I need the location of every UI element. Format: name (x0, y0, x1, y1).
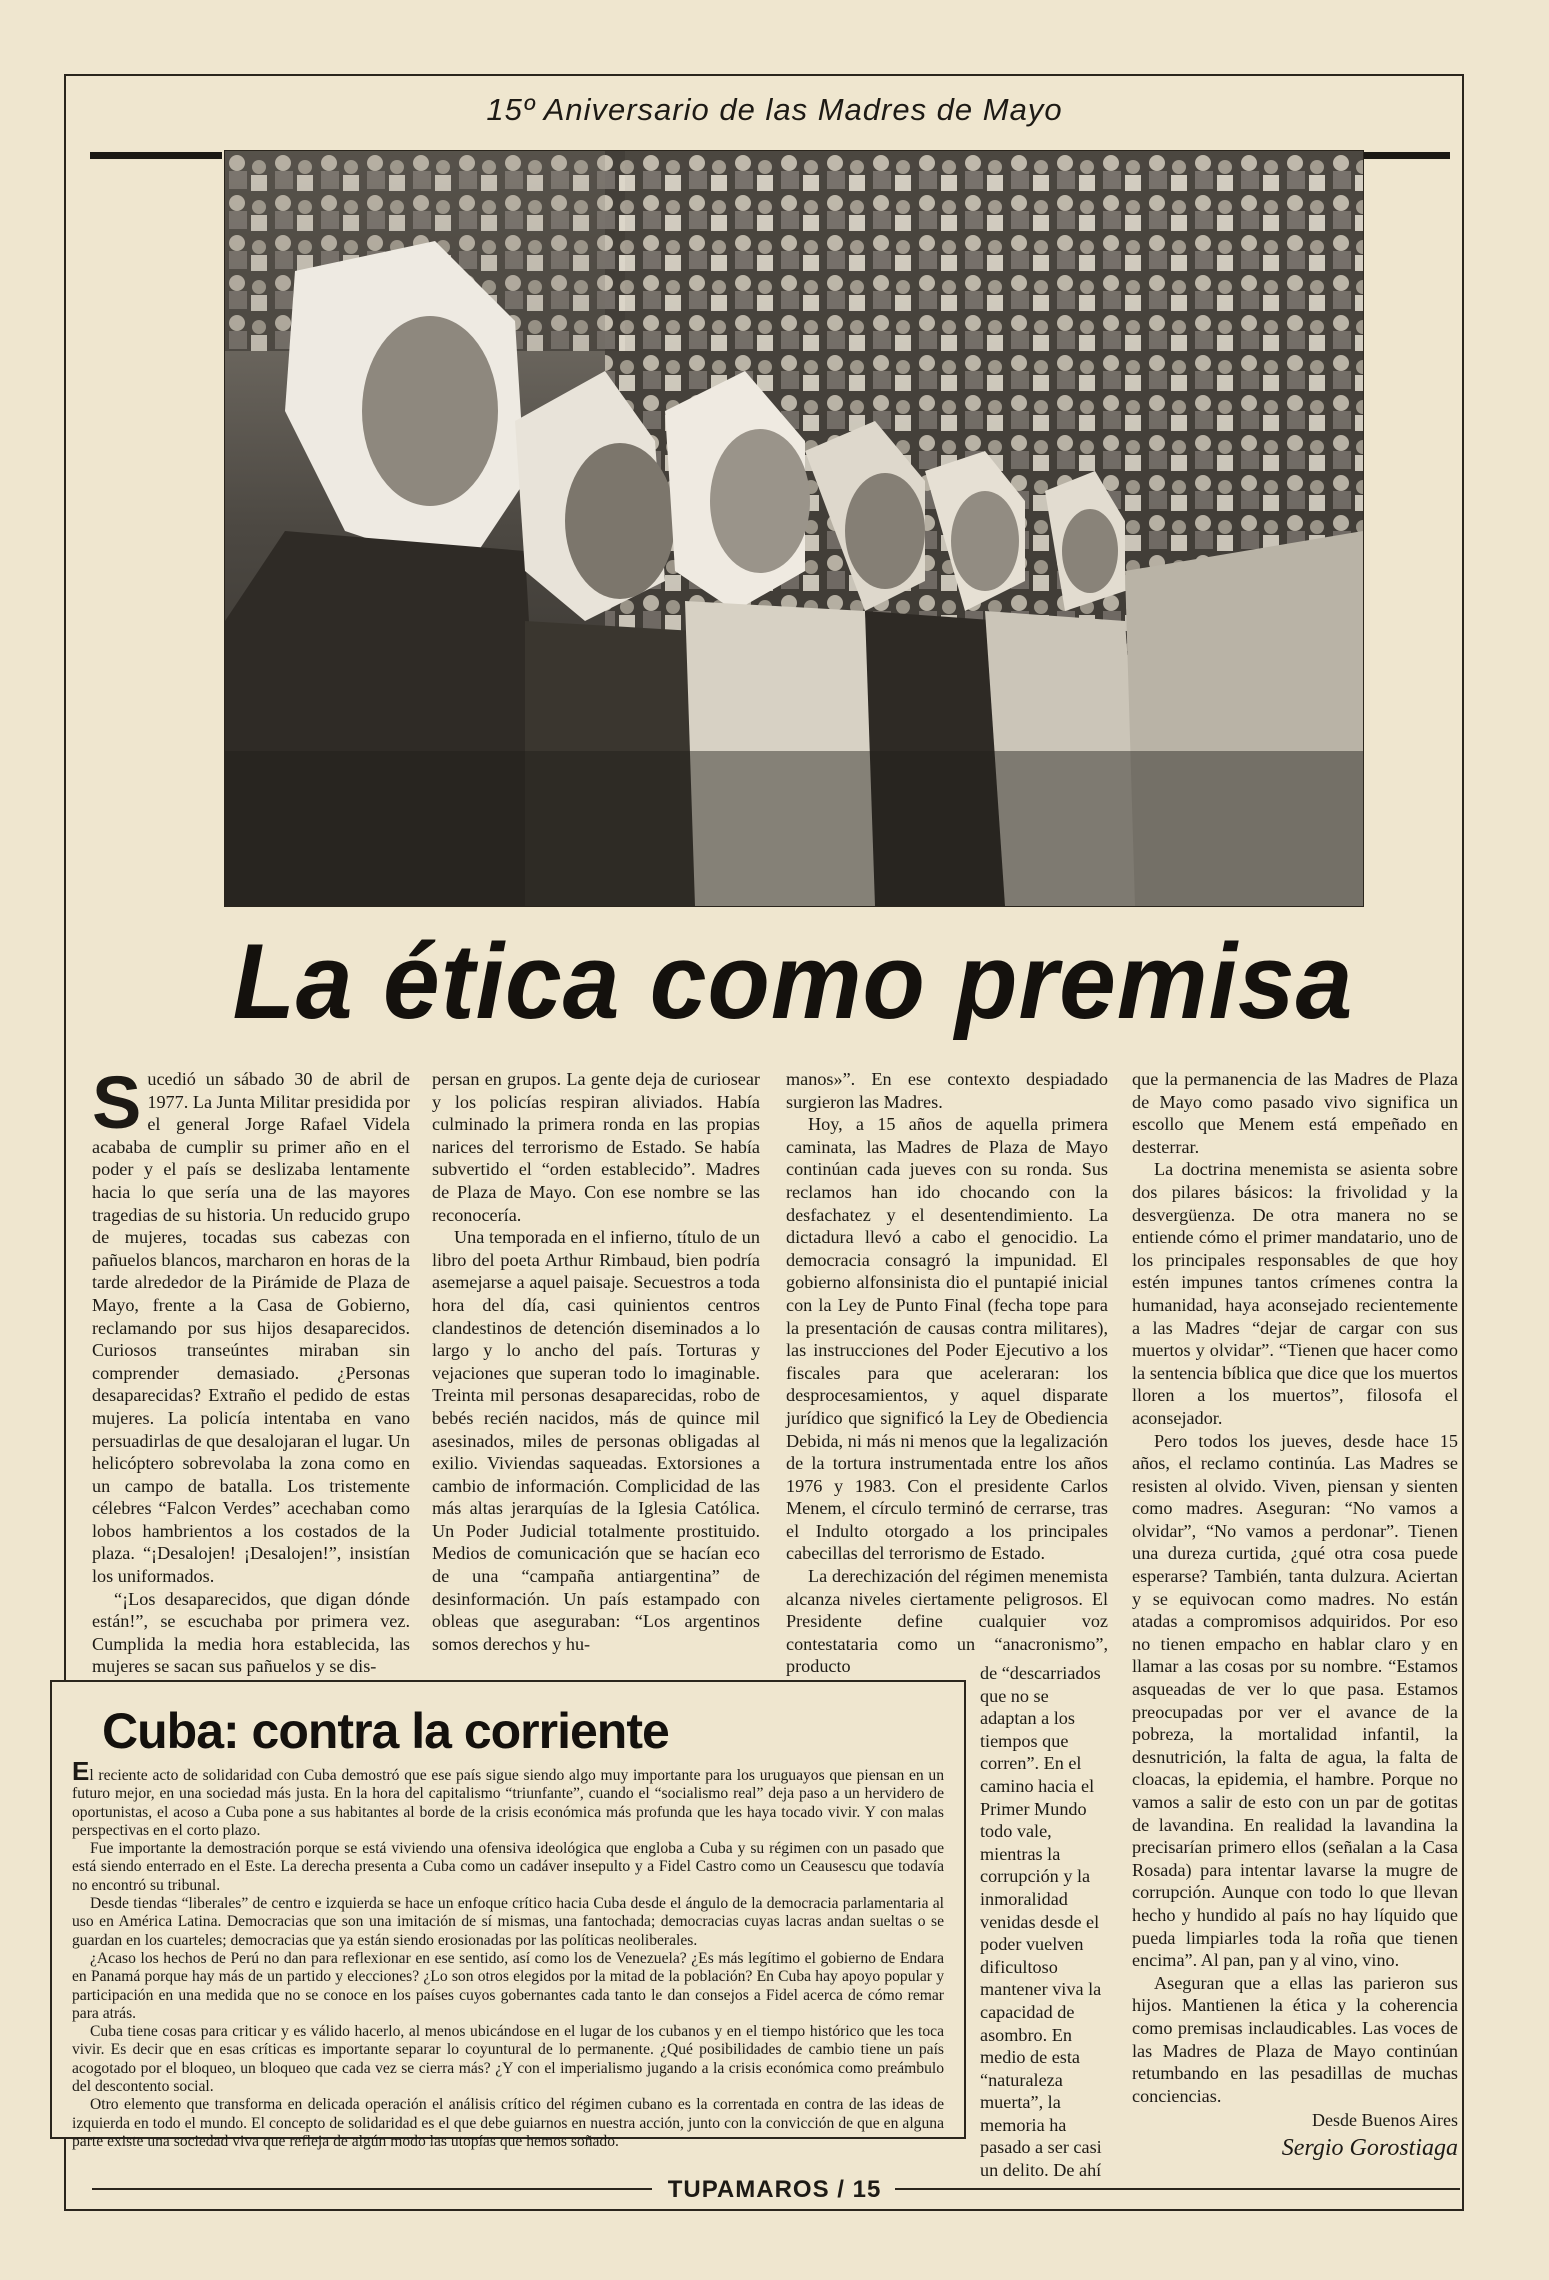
header-rule-left (90, 152, 222, 159)
article-column-1 (92, 1061, 411, 1678)
paragraph: ¿Acaso los hechos de Perú no dan para reflexionar en ese sentido, así como los de Venezuela? ¿Es más legítimo el gobierno de Endara en Panamá porque hay más de un partido y elecciones? ¿Lo son otros elegidos por la mitad de la población? En Cuba hay apoyo popular y participación en una medida que no se conoce en los países cuyos gobernantes cada tanto le dan consejos a Fidel acerca de cómo remar para atrás. (72, 1949, 944, 2022)
paragraph: de “descarriados que no se adaptan a los tiempos que corren”. En el camino hacia el Primer Mundo todo vale, mientras la corrupción y la inmoralidad venidas desde el poder vuelven dificultoso mantener viva la capacidad de asombro. En medio de esta “naturaleza muerta”, la memoria ha pasado a ser casi un delito. De ahí (980, 1663, 1102, 2181)
signoff-author: Sergio Gorostiaga (1281, 2135, 1458, 2161)
sidebar-body (72, 1756, 944, 2151)
sidebar-box (50, 1680, 966, 2150)
photo-illustration (225, 151, 1363, 906)
paragraph: La doctrina menemista se asienta sobre dos pilares básicos: la frivolidad y la desvergüenza. De otra manera no se entiende cómo el primer mandatario, uno de los principales responsables de que hoy estén impunes tantos crímenes contra la humanidad, haya aconsejado recientemente a las Madres “dejar de cargar con sus muertos y olvidar”. “Tienen que hacer como la sentencia bíblica que dice que los muertos lloren a los muertos”, filosofa el aconsejador. (1132, 1159, 1458, 1428)
paragraph: Una temporada en el infierno, título de un libro del poeta Arthur Rimbaud, bien podría asemejarse a aquel paisaje. Secuestros a toda hora del día, casi quinientos centros clandestinos de detención diseminados a lo largo y lo ancho del país. Torturas y vejaciones que superan todo lo imaginable. Treinta mil personas desaparecidas, robo de bebés recién nacidos, más de quince mil asesinados, miles de personas obligadas al exilio. Viviendas saqueadas. Extorsiones a cambio de información. Complicidad de las más altas jerarquías de la Iglesia Católica. Un Poder Judicial totalmente prostituido. Medios de comunicación que se hacían eco de una “campaña antiargentina” de desinformación. Un país estampado con obleas que aseguraban: “Los argentinos somos derechos y hu- (432, 1227, 760, 1654)
sidebar-paragraph-text: l reciente acto de solidaridad con Cuba demostró que ese país sigue siendo algo muy importante para los uruguayos que piensan en un futuro mejor, en una sociedad más justa. En la hora del capitalismo “triunfante”, cuando el “socialismo real” deja paso a un hervidero de oportunistas, el acoso a Cuba pone a sus habitantes al borde de la crisis económica más profunda que les haya tocado vivir. Y con malas perspectivas en el corto plazo. (72, 1767, 944, 1839)
paragraph: que la permanencia de las Madres de Plaza de Mayo como pasado vivo significa un escollo que Menem está empeñado en desterrar. (1132, 1069, 1458, 1157)
header-rule-right (1362, 152, 1450, 159)
paragraph: Aseguran que a ellas las parieron sus hijos. Mantienen la ética y la coherencia como premisas inclaudicables. Las voces de las Madres de Plaza de Mayo continúan retumbando en las pesadillas de muchas conciencias. (1132, 1972, 1458, 2106)
paragraph: Desde tiendas “liberales” de centro e izquierda se hace un enfoque crítico hacia Cuba desde el ángulo de la democracia parlamentaria al uso en América Latina. Democracias que son una imitación de sí mismas, una fantochada; democracias cuyas lacras andan sueltas o se guardan en los cuarteles; democracias que ya están siendo erosionadas por las políticas neoliberales. (72, 1895, 944, 1949)
article-column-4 (1132, 1068, 1458, 2107)
paragraph: manos»”. En ese contexto despiadado surgieron las Madres. (786, 1069, 1108, 1112)
paragraph: Otro elemento que transforma en delicada operación el análisis crítico del régimen cubano es la correntada en contra de las ideas de izquierda en todo el mundo. El concepto de solidaridad es el que debe guiarnos en nuestra acción, junto con la convicción de que en alguna parte existe una sociedad viva que refleja de algún modo las utopías que hemos soñado. (72, 2096, 944, 2150)
article-column-3 (786, 1068, 1108, 1678)
section-kicker: 15º Aniversario de las Madres de Mayo (486, 92, 1063, 127)
paragraph: Cuba tiene cosas para criticar y es válido hacerlo, al menos ubicándose en el lugar de los cubanos y en el tiempo histórico que les toca vivir. Es decir que en esas críticas es importante separar lo coyuntural de lo permanente. ¿Qué posibilidades de cambio tiene un país acogotado por el bloqueo, un bloqueo que cada vez se cierra más? ¿Y con el imperialismo jugando a la crisis económica como preámbulo del descontento social. (72, 2023, 944, 2096)
signoff-place: Desde Buenos Aires (1312, 2110, 1458, 2130)
paragraph: “¡Los desaparecidos, que digan dónde están!”, se escuchaba por primera vez. Cumplida la media hora establecida, las mujeres se sacan sus pañuelos y se dis- (92, 1588, 410, 1677)
paragraph: Pero todos los jueves, desde hace 15 años, el reclamo continúa. Las Madres se resisten al olvido. Viven, piensan y sienten como madres. Aseguran: “No vamos a olvidar”, “No vamos a perdonar”. Tienen una dureza curtida, ¿qué otra cosa puede esperarse? También, tanta dulzura. Aciertan y se equivocan como madres. No están atadas a compromisos adquiridos. Por eso no tienen empacho en hablar claro y en llamar a las cosas por su nombre. “Estamos asqueadas de ver lo que pasa. Estamos preocupadas por ver el avance de la pobreza, la mortalidad infantil, la desnutrición, la falta de agua, la falta de cloacas, la epidemia, el hambre. Porque no vamos a salir de esto con un par de gotitas de lavandina. En realidad la lavandina la precisarían primero ellos (señalan a la Casa Rosada) para intentar lavarse la mugre de corrupción. Aunque con todo lo que llevan hecho y hundido al país no hay líquido que pueda limpiarles toda la roña que tienen encima”. Al pan, pan y al vino, vino. (1132, 1430, 1458, 1971)
paragraph (72, 1756, 944, 1840)
paragraph: persan en grupos. La gente deja de curiosear y los policías respiran aliviados. Había culminado la primera ronda en las propias narices del terrorismo de Estado. Se había subvertido el “orden establecido”. Madres de Plaza de Mayo. Con ese nombre se las reconocería. (432, 1069, 760, 1225)
paragraph: ucedió un sábado 30 de abril de 1977. La Junta Militar presidida por el general Jorge Rafael Videla acababa de cumplir su primer año en el poder y el país se deslizaba lentamente hacia lo que sería una de las mayores tragedias de su historia. Un reducido grupo de mujeres, tocadas sus cabezas con pañuelos blancos, marcharon en horas de la tarde alrededor de la Pirámide de Plaza de Mayo, frente a la Casa de Gobierno, reclamando por sus hijos desaparecidos. Curiosos transeúntes miraban sin comprender demasiado. ¿Personas desaparecidas? Extraño el pedido de estas mujeres. La policía intentaba en vano persuadirlas de que desalojaran el lugar. Un helicóptero sobrevolaba la zona como en un campo de batalla. Los tristemente célebres “Falcon Verdes” acechaban como lobos hambrientos a los costados de la plaza. “¡Desalojen! ¡Desalojen!”, insistían los uniformados. (92, 1069, 411, 1587)
page-footer: TUPAMAROS / 15 (667, 2176, 882, 2203)
article-photo (224, 150, 1364, 907)
sidebar-dropcap: E (72, 1756, 90, 1786)
paragraph: Fue importante la demostración porque se está viviendo una ofensiva ideológica que engloba a Cuba y su régimen con un pasado que está siendo enterrado en el Este. La derecha presenta a Cuba como un cadáver insepulto y a Fidel Castro como un Ceausescu que todavía no encontró su tribunal. (72, 1840, 944, 1894)
paragraph: La derechización del régimen menemista alcanza niveles ciertamente peligrosos. El Presidente define cualquier voz contestataria como un “anacronismo”, producto (786, 1566, 1108, 1677)
sidebar-title: Cuba: contra la corriente (102, 1703, 669, 1759)
article-column-3-continuation (980, 1662, 1108, 2182)
dropcap: S (92, 1061, 142, 1144)
article-headline: La ética como premisa (232, 921, 1354, 1041)
article-column-2 (432, 1068, 760, 1655)
article-signoff (1132, 2110, 1458, 2162)
paragraph: Hoy, a 15 años de aquella primera caminata, las Madres de Plaza de Mayo continúan cada jueves con su ronda. Sus reclamos han ido chocando con la desfachatez y el desentendimiento. La dictadura llevó a cabo el genocidio. La democracia consagró la impunidad. El gobierno alfonsinista dio el puntapié inicial con la Ley de Punto Final (fecha tope para la presentación de causas contra militares), las instrucciones del Poder Ejecutivo a los fiscales para que aceleraran: los desprocesamientos, y aquel disparate jurídico que significó la Ley de Obediencia Debida, ni más ni menos que la legalización de la tortura instrumentada entre los años 1976 y 1983. Con el presidente Carlos Menem, el círculo terminó de cerrarse, tras el Indulto otorgado a los principales cabecillas del terrorismo de Estado. (786, 1114, 1108, 1564)
